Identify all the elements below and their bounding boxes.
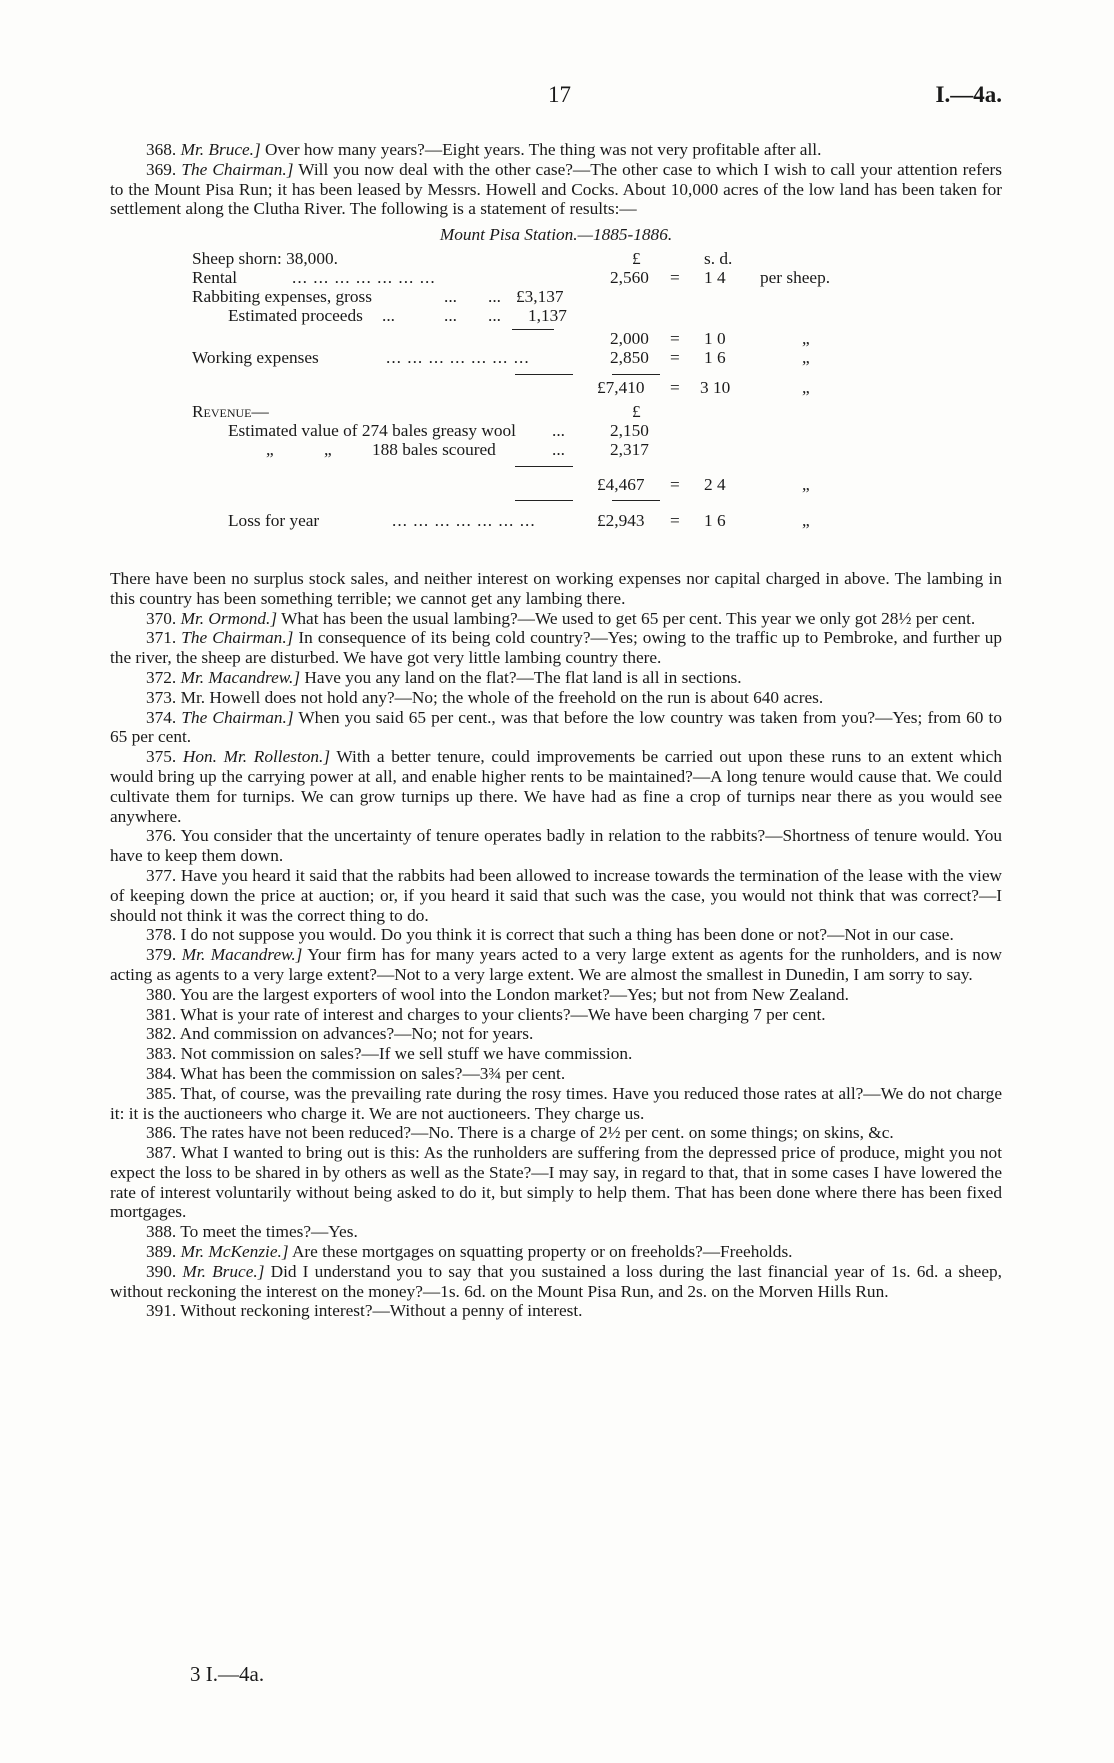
page-number: 17 <box>548 82 571 107</box>
speaker-name: Hon. Mr. Rolleston.] <box>182 747 331 767</box>
question-372 <box>110 668 1002 688</box>
question-number: 383. <box>146 1044 177 1064</box>
question-number: 382. <box>146 1024 177 1044</box>
paragraph-text: You are the largest exporters of wool into the London market?—Yes; but not from New Zealand. <box>179 984 849 1004</box>
leader-dots: ... ... ... ... ... ... ... <box>386 347 530 367</box>
loss-sd: 1 6 <box>704 510 726 530</box>
question-380 <box>110 985 1002 1005</box>
question-368 <box>110 140 1002 160</box>
leader-dots: ... <box>552 420 565 440</box>
speaker-name: Mr. McKenzie.] <box>180 1242 289 1262</box>
paragraph-text: In consequence of its being cold country?—Yes; owing to the traffic up to Pembroke, and further up the river, the sheep are disturbed. We have got very little lambing country there. <box>110 628 1002 668</box>
question-number: 370. <box>146 608 177 628</box>
paragraph-text: You consider that the uncertainty of tenure operates badly in relation to the rabbits?—Shortness of tenure would. You have to keep them down. <box>110 826 1002 866</box>
statement-row-rabbit-net <box>192 329 1012 349</box>
statement-note <box>110 569 1002 609</box>
question-384 <box>110 1064 1002 1084</box>
leader-dots: ... <box>444 305 457 325</box>
page-header <box>0 82 1114 112</box>
testimony-paragraphs <box>110 569 1002 1321</box>
paragraph-text: When you said 65 per cent., was that before the low country was taken from you?—Yes; from 60 to 65 per cent. <box>110 707 1002 747</box>
paragraph-text: What is your rate of interest and charges to your clients?—We have been charging 7 per cent. <box>180 1004 826 1024</box>
equals-sign: = <box>670 510 680 530</box>
working-label: Working expenses <box>192 347 319 367</box>
statement-caption: Mount Pisa Station.—1885-1886. <box>439 225 673 245</box>
speaker-name: Mr. Macandrew.] <box>181 945 303 965</box>
statement-row-wool-scoured <box>192 440 1012 460</box>
equals-sign: = <box>670 474 680 494</box>
statement-row-proceeds <box>192 306 1012 326</box>
ditto-mark: „ <box>802 347 810 367</box>
statement-row-total-expense <box>192 378 1012 398</box>
total-revenue-amount: £4,467 <box>597 474 645 494</box>
question-number: 377. <box>146 865 177 885</box>
paragraph-text: Will you now deal with the other case?—The other case to which I wish to call your attention refers to the Mount Pisa Run; it has been leased by Messrs. Howell and Cocks. About 10,000 acres of the low land has been taken for settlement along the Clutha River. The following is a statement of results:— <box>110 159 1003 219</box>
question-number: 391. <box>146 1301 177 1321</box>
question-370 <box>110 609 1002 629</box>
page-body <box>110 140 1002 1321</box>
rental-sd: 1 4 <box>704 267 726 287</box>
question-number: 381. <box>146 1004 177 1024</box>
statement-row-rabbiting <box>192 287 1012 307</box>
question-number: 375. <box>146 747 177 767</box>
financial-statement <box>110 249 1002 567</box>
working-sd: 1 6 <box>704 347 726 367</box>
per-sheep: per sheep. <box>760 267 831 287</box>
rabbiting-label: Rabbiting expenses, gross <box>192 286 372 306</box>
speaker-name: Mr. Bruce.] <box>182 1261 265 1281</box>
paragraph-text: What has been the usual lambing?—We used to get 65 per cent. This year we only got 28½ per cent. <box>277 608 976 628</box>
equals-sign: = <box>670 377 680 397</box>
paragraph-text: Over how many years?—Eight years. The thing was not very profitable after all. <box>260 140 822 159</box>
question-369 <box>110 160 1002 219</box>
paragraph-text: Have you any land on the flat?—The flat land is all in sections. <box>300 667 742 687</box>
revenue-label: Revenue— <box>192 401 269 421</box>
paragraph-text: The rates have not been reduced?—No. There is a charge of 2½ per cent. on some things; on skins, &c. <box>180 1123 894 1143</box>
question-number: 380. <box>146 984 177 1004</box>
equals-sign: = <box>670 328 680 348</box>
loss-label: Loss for year <box>228 510 320 530</box>
speaker-name: The Chairman.] <box>181 707 294 727</box>
paragraph-text: And commission on advances?—No; not for years. <box>179 1024 534 1044</box>
paragraph-text: Mr. Howell does not hold any?—No; the whole of the freehold on the run is about 640 acres. <box>180 687 824 707</box>
total-rule <box>515 374 573 375</box>
paragraph-text: That, of course, was the prevailing rate during the rosy times. Have you reduced those rates at all?—We do not charge it: it is the auctioneers who charge it. We are not auctioneers. They charge us. <box>110 1083 1002 1123</box>
document-reference: I.—4a. <box>935 82 1002 107</box>
pound-column-head: £ <box>632 248 641 268</box>
question-number: 388. <box>146 1222 177 1242</box>
rabbit-net-sd: 1 0 <box>704 328 726 348</box>
paragraph-text: There have been no surplus stock sales, and neither interest on working expenses nor capital charged in above. The lambing in this country has been something terrible; we cannot get any lambing there. <box>110 568 1002 608</box>
total-rule <box>612 500 660 501</box>
leader-dots: ... <box>552 439 565 459</box>
question-371 <box>110 628 1002 668</box>
paragraph-text: Without reckoning interest?—Without a penny of interest. <box>180 1301 583 1321</box>
question-number: 386. <box>146 1123 177 1143</box>
statement-row-revenue-heading <box>192 402 1012 422</box>
total-rule <box>515 500 573 501</box>
paragraph-text: Have you heard it said that the rabbits had been allowed to increase towards the termination of the lease with the view of keeping down the price at auction; or, if you heard it said that such was the case, you would not think that was correct?—I should not think it was the correct thing to do. <box>110 865 1002 925</box>
rental-amount: 2,560 <box>610 267 649 287</box>
equals-sign: = <box>670 267 680 287</box>
paragraph-text: Did I understand you to say that you sustained a loss during the last financial year of 1s. 6d. a sheep, without reckoning the interest on the money?—1s. 6d. on the Mount Pisa Run, and 2s. on the Morven Hills Run. <box>110 1261 1002 1301</box>
proceeds-label: Estimated proceeds <box>228 305 363 325</box>
question-386 <box>110 1123 1002 1143</box>
rental-label: Rental <box>192 267 238 287</box>
leader-dots: ... ... ... ... ... ... ... <box>392 510 536 530</box>
paragraph-text: With a better tenure, could improvements be carried out upon these runs to an extent which would bring up the carrying power at all, and enable higher rents to be maintained?—A long tenure would cause that. We could cultivate them for turnips. We can grow turnips up there. We have had as fine a crop of turnips near there as you would see anywhere. <box>110 747 1002 826</box>
leader-dots: ... <box>488 286 501 306</box>
question-387 <box>110 1143 1002 1222</box>
question-391 <box>110 1301 1002 1321</box>
question-number: 389. <box>146 1242 177 1262</box>
question-number: 384. <box>146 1063 177 1083</box>
paragraph-text: What has been the commission on sales?—3¾ per cent. <box>180 1063 566 1083</box>
question-383 <box>110 1044 1002 1064</box>
question-number: 369. <box>146 159 177 179</box>
question-376 <box>110 826 1002 866</box>
question-390 <box>110 1262 1002 1302</box>
statement-row-loss <box>192 511 1012 531</box>
total-expense-sd: 3 10 <box>700 377 731 397</box>
question-379 <box>110 945 1002 985</box>
total-revenue-sd: 2 4 <box>704 474 726 494</box>
wool-scoured-amount: 2,317 <box>610 439 649 459</box>
working-amount: 2,850 <box>610 347 649 367</box>
paragraph-text: What I wanted to bring out is this: As the runholders are suffering from the depressed price of produce, might you not expect the loss to be shared in by others as well as the State?—I may say, in regard to that, that in some cases I have lowered the rate of interest voluntarily without being asked to do it, but simply to help them. That has been done where there has been fixed mortgages. <box>110 1143 1002 1222</box>
leader-dots: ... <box>488 305 501 325</box>
question-number: 378. <box>146 925 177 945</box>
question-number: 387. <box>146 1143 177 1163</box>
statement-row-wool-greasy <box>192 421 1012 441</box>
intro-paragraphs <box>110 140 1002 219</box>
speaker-name: Mr. Ormond.] <box>180 608 278 628</box>
pound-column-head: £ <box>632 401 641 421</box>
statement-row-total-revenue <box>192 475 1012 495</box>
leader-dots: ... <box>444 286 457 306</box>
question-number: 385. <box>146 1083 177 1103</box>
total-rule <box>515 466 573 467</box>
proceeds-amount: 1,137 <box>528 305 567 325</box>
paragraph-text: Your firm has for many years acted to a very large extent as agents for the runholders, and is now acting as agents to a very large extent?—Not to a very large extent. We are almost the smallest in Dunedin, I am sorry to say. <box>110 945 1002 984</box>
sheep-shorn: Sheep shorn: 38,000. <box>192 248 338 268</box>
question-377 <box>110 866 1002 925</box>
wool-greasy-label: Estimated value of 274 bales greasy wool <box>228 420 516 440</box>
signature-mark: 3 I.—4a. <box>190 1662 265 1686</box>
total-expense-amount: £7,410 <box>597 377 645 397</box>
ditto-mark: „ <box>802 510 810 530</box>
equals-sign: = <box>670 347 680 367</box>
speaker-name: Mr. Bruce.] <box>180 140 261 159</box>
question-number: 379. <box>146 945 177 965</box>
question-number: 368. <box>146 140 177 159</box>
wool-greasy-amount: 2,150 <box>610 420 649 440</box>
paragraph-text: I do not suppose you would. Do you think it is correct that such a thing has been done or not?—Not in our case. <box>180 925 954 945</box>
question-389 <box>110 1242 1002 1262</box>
rabbiting-gross: £3,137 <box>516 286 564 306</box>
ditto-mark: „ <box>802 377 810 397</box>
question-number: 372. <box>146 667 177 687</box>
statement-row-working <box>192 348 1012 368</box>
speaker-name: Mr. Macandrew.] <box>180 667 301 687</box>
question-385 <box>110 1084 1002 1124</box>
paragraph-text: Are these mortgages on squatting property or on freeholds?—Freeholds. <box>288 1242 793 1262</box>
statement-row-heading <box>192 249 1012 269</box>
statement-row-rental <box>192 268 1012 288</box>
paragraph-text: To meet the times?—Yes. <box>180 1222 358 1242</box>
ditto-mark: „ <box>802 328 810 348</box>
question-378 <box>110 925 1002 945</box>
question-388 <box>110 1222 1002 1242</box>
rabbit-net-amount: 2,000 <box>610 328 649 348</box>
paragraph-text: Not commission on sales?—If we sell stuff we have commission. <box>180 1044 633 1064</box>
ditto-mark: „ <box>802 474 810 494</box>
wool-scoured-label: 188 bales scoured <box>372 439 496 459</box>
leader-dots: ... <box>382 305 395 325</box>
ditto-mark: „ <box>324 439 332 459</box>
question-number: 376. <box>146 826 177 846</box>
question-number: 374. <box>146 707 177 727</box>
speaker-name: The Chairman.] <box>181 628 294 648</box>
question-number: 373. <box>146 687 177 707</box>
question-382 <box>110 1024 1002 1044</box>
question-number: 371. <box>146 628 177 648</box>
speaker-name: The Chairman.] <box>181 159 294 179</box>
question-375 <box>110 747 1002 826</box>
question-374 <box>110 708 1002 748</box>
question-number: 390. <box>146 1261 177 1281</box>
loss-amount: £2,943 <box>597 510 645 530</box>
sd-column-head: s. d. <box>704 248 733 268</box>
ditto-mark: „ <box>266 439 274 459</box>
total-rule <box>612 374 660 375</box>
question-373 <box>110 688 1002 708</box>
question-381 <box>110 1005 1002 1025</box>
leader-dots: ... ... ... ... ... ... ... <box>292 267 436 287</box>
